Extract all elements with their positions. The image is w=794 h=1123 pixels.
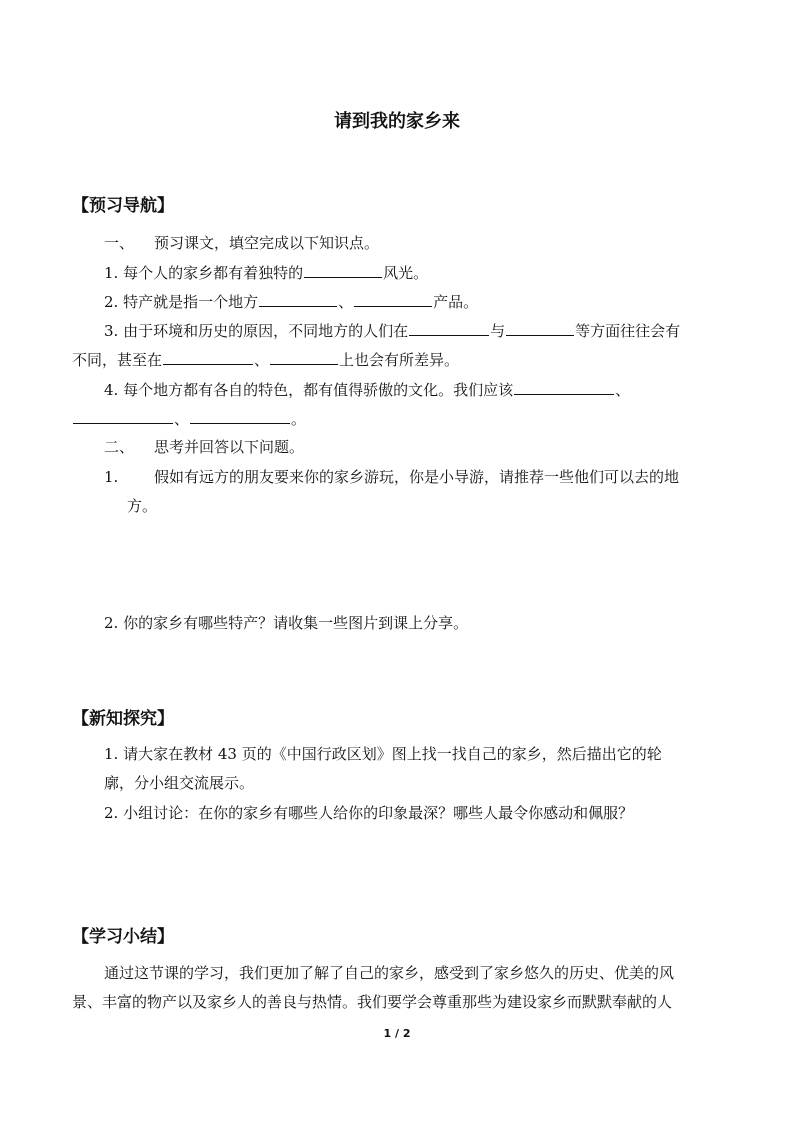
summary-text: 通过这节课的学习，我们更加了解了自己的家乡，感受到了家乡悠久的历史、优美的风 <box>104 964 675 982</box>
page-number: 1 / 2 <box>383 1027 411 1040</box>
separator: 、 <box>338 293 354 311</box>
separator: 、 <box>254 351 270 369</box>
question-text: 方。 <box>127 497 158 515</box>
fill-blank[interactable] <box>190 408 290 424</box>
question-text: 不同，甚至在 <box>72 351 163 369</box>
part1-text: 预习课文，填空完成以下知识点。 <box>154 234 380 252</box>
summary-text: 景、丰富的物产以及家乡人的善良与热情。我们要学会尊重那些为建设家乡而默默奉献的人 <box>72 993 673 1011</box>
separator: 、 <box>174 410 190 428</box>
page-title: 请到我的家乡来 <box>334 111 460 132</box>
question-text: 小组讨论：在你的家乡有哪些人给你的印象最深？哪些人最令你感动和佩服？ <box>123 804 634 822</box>
question-text: 假如有远方的朋友要来你的家乡游玩，你是小导游，请推荐一些他们可以去的地 <box>154 468 680 486</box>
question-text: 每个地方都有各自的特色，都有值得骄傲的文化。我们应该 <box>123 381 514 399</box>
question-number: 3. <box>104 322 119 340</box>
question-number: 1. <box>104 264 119 282</box>
question-number: 2. <box>104 293 119 311</box>
question-number: 2. <box>104 804 119 822</box>
question-text: 风光。 <box>383 264 429 282</box>
question-number: 1. <box>104 745 119 763</box>
question-text: 廓，分小组交流展示。 <box>104 774 255 792</box>
part1-label: 一、 <box>104 234 135 252</box>
section-heading-summary: 【学习小结】 <box>72 927 174 947</box>
fill-blank[interactable] <box>354 291 432 307</box>
fill-blank[interactable] <box>270 349 338 365</box>
question-text: 每个人的家乡都有着独特的 <box>123 264 304 282</box>
question-text: 特产就是指一个地方 <box>123 293 259 311</box>
question-text: 由于环境和历史的原因，不同地方的人们在 <box>123 322 409 340</box>
question-text: 等方面往往会有 <box>575 322 681 340</box>
fill-blank[interactable] <box>409 320 489 336</box>
fill-blank[interactable] <box>304 262 382 278</box>
question-number: 2. <box>104 614 119 632</box>
sentence-end: 。 <box>291 410 307 428</box>
part2-label: 二、 <box>104 438 135 456</box>
separator: 、 <box>615 381 631 399</box>
question-text: 你的家乡有哪些特产？请收集一些图片到课上分享。 <box>123 614 469 632</box>
question-text: 请大家在教材 43 页的《中国行政区划》图上找一找自己的家乡，然后描出它的轮 <box>123 745 662 763</box>
question-number: 4. <box>104 381 119 399</box>
section-heading-explore: 【新知探究】 <box>72 709 174 729</box>
question-text: 产品。 <box>433 293 479 311</box>
part2-text: 思考并回答以下问题。 <box>154 438 305 456</box>
fill-blank[interactable] <box>73 408 173 424</box>
fill-blank[interactable] <box>163 349 253 365</box>
fill-blank[interactable] <box>259 291 337 307</box>
fill-blank[interactable] <box>514 379 614 395</box>
question-text: 上也会有所差异。 <box>339 351 460 369</box>
section-heading-preview: 【预习导航】 <box>72 196 174 216</box>
fill-blank[interactable] <box>506 320 574 336</box>
question-number: 1. <box>104 468 119 486</box>
question-text: 与 <box>490 322 506 340</box>
